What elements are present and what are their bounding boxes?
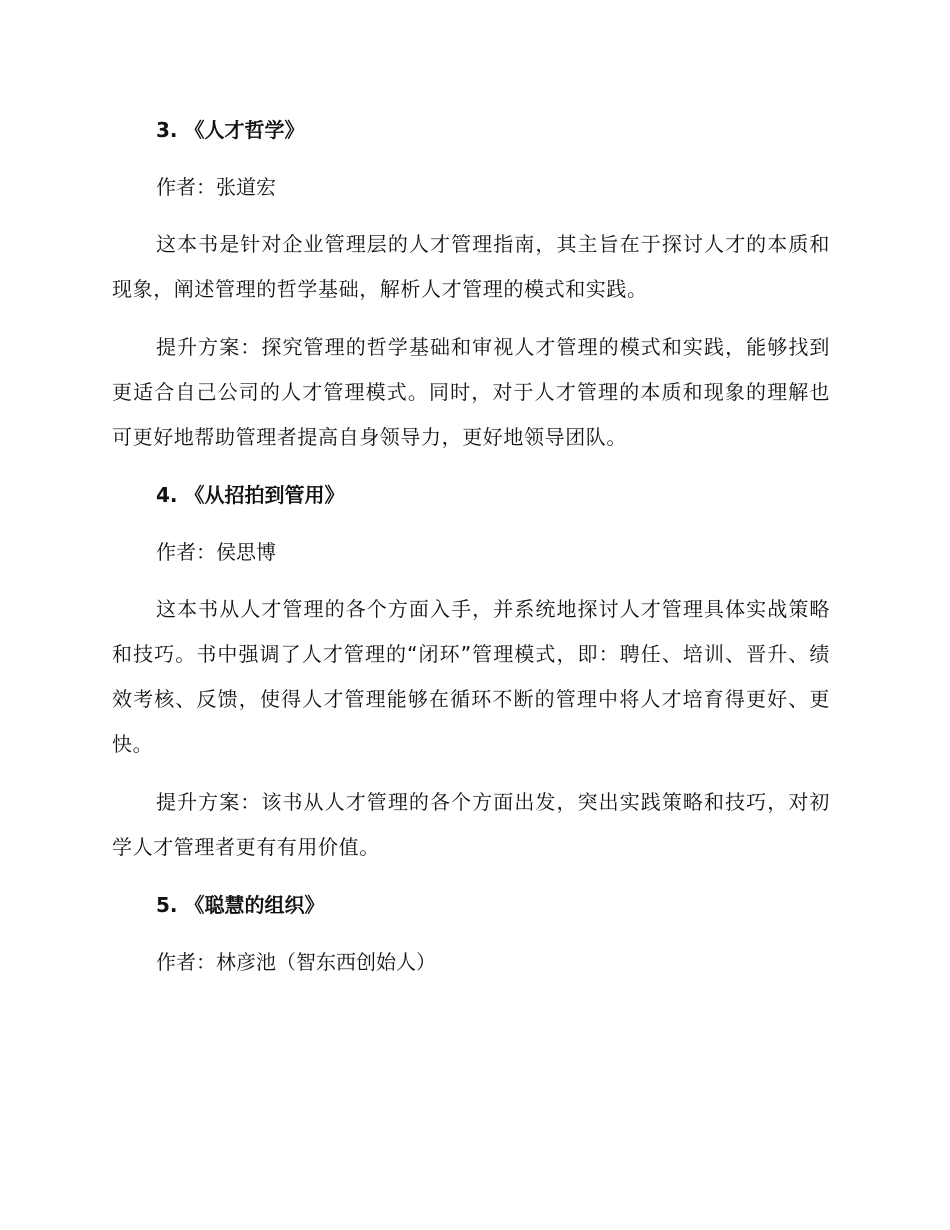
section-heading: 3. 《人才哲学》 [156, 118, 305, 142]
section-author: 作者：侯思博 [156, 540, 276, 564]
section-5 [112, 883, 830, 984]
section-heading: 5. 《聪慧的组织》 [156, 893, 325, 917]
section-paragraph: 这本书从人才管理的各个方面入手，并系统地探讨人才管理具体实战策略和技巧。书中强调了人才管理的“闭环”管理模式，即：聘任、培训、晋升、绩效考核、反馈，使得人才管理能够在循环不断的管理中将人才培育得更好、更快。 [112, 597, 830, 756]
section-heading: 4. 《从招拍到管用》 [156, 483, 345, 507]
document-body [112, 108, 830, 997]
section-paragraph: 这本书是针对企业管理层的人才管理指南，其主旨在于探讨人才的本质和现象，阐述管理的哲学基础，解析人才管理的模式和实践。 [112, 232, 830, 301]
section-author: 作者：张道宏 [156, 175, 276, 199]
section-author: 作者：林彦池（智东西创始人） [156, 950, 436, 974]
section-paragraph: 提升方案：探究管理的哲学基础和审视人才管理的模式和实践，能够找到更适合自己公司的人才管理模式。同时，对于人才管理的本质和现象的理解也可更好地帮助管理者提高自身领导力，更好地领导团队。 [112, 335, 830, 449]
section-4 [112, 473, 830, 870]
section-paragraph: 提升方案：该书从人才管理的各个方面出发，突出实践策略和技巧，对初学人才管理者更有有用价值。 [112, 790, 830, 859]
section-3 [112, 108, 830, 460]
